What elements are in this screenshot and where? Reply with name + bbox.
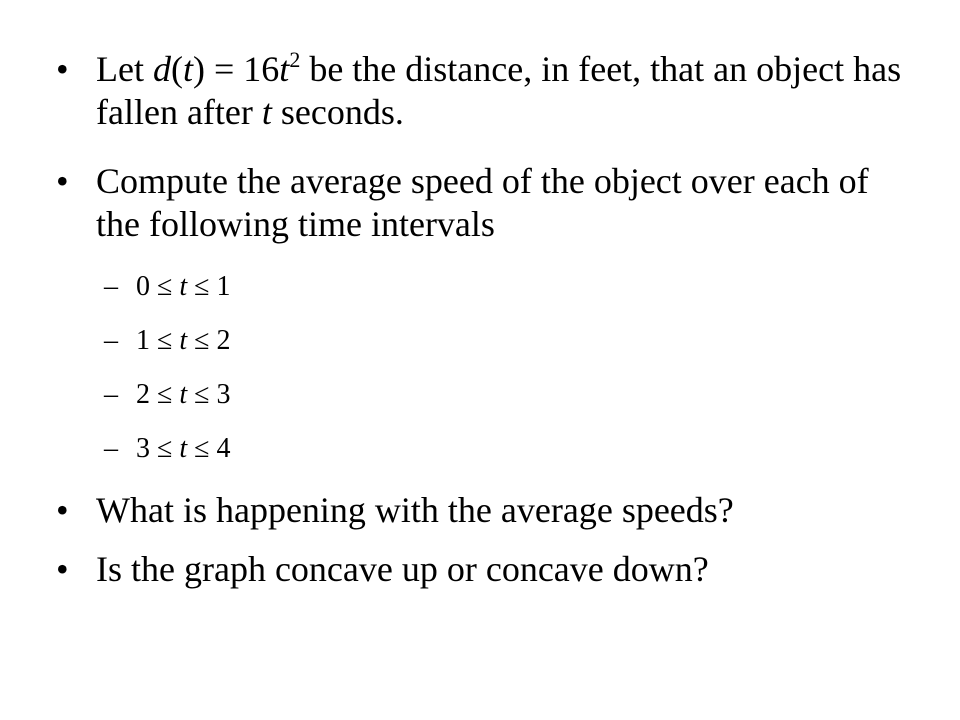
bullet-item-definition bbox=[56, 48, 906, 134]
variable-symbol: t bbox=[179, 271, 188, 302]
bullet-text-compute: Compute the average speed of the object over each of the following time intervals bbox=[96, 161, 869, 244]
exponent: 2 bbox=[289, 47, 301, 72]
interval-lower: 0 ≤ bbox=[136, 271, 180, 302]
variable-symbol: t bbox=[261, 92, 272, 132]
bullet-marker: • bbox=[56, 49, 69, 89]
dash-marker: – bbox=[104, 271, 118, 302]
bullet-marker: • bbox=[56, 490, 69, 530]
bullet-item-question-concavity bbox=[56, 548, 906, 591]
variable-symbol: t bbox=[179, 325, 188, 356]
text-segment: Let bbox=[96, 49, 153, 89]
interval-upper: ≤ 1 bbox=[187, 271, 231, 302]
sub-item-interval-3 bbox=[104, 378, 231, 412]
interval-lower: 2 ≤ bbox=[136, 379, 180, 410]
dash-marker: – bbox=[104, 325, 118, 356]
variable-symbol: t bbox=[179, 433, 188, 464]
sub-item-interval-1 bbox=[104, 270, 231, 304]
dash-marker: – bbox=[104, 433, 118, 464]
text-segment: seconds. bbox=[271, 92, 404, 132]
variable-symbol: t bbox=[182, 49, 193, 89]
interval-upper: ≤ 4 bbox=[187, 433, 231, 464]
bullet-item-compute bbox=[56, 160, 906, 246]
bullet-text-definition bbox=[96, 48, 906, 134]
bullet-item-question-speeds bbox=[56, 489, 906, 532]
function-symbol: d bbox=[152, 49, 171, 89]
interval-lower: 1 ≤ bbox=[136, 325, 180, 356]
text-segment: ( bbox=[170, 49, 183, 89]
interval-lower: 3 ≤ bbox=[136, 433, 180, 464]
bullet-marker: • bbox=[56, 161, 69, 201]
sub-item-interval-4 bbox=[104, 432, 231, 466]
bullet-text-question-concavity: Is the graph concave up or concave down? bbox=[96, 549, 709, 589]
text-segment: ) = 16 bbox=[193, 49, 280, 89]
variable-symbol: t bbox=[179, 379, 188, 410]
variable-symbol: t bbox=[279, 49, 290, 89]
dash-marker: – bbox=[104, 379, 118, 410]
interval-upper: ≤ 3 bbox=[187, 379, 231, 410]
interval-upper: ≤ 2 bbox=[187, 325, 231, 356]
sub-item-interval-2 bbox=[104, 324, 231, 358]
bullet-text-question-speeds: What is happening with the average speeds? bbox=[96, 490, 734, 530]
text-segment: be the distance, in feet, that an object has fallen after bbox=[96, 49, 902, 132]
bullet-marker: • bbox=[56, 549, 69, 589]
